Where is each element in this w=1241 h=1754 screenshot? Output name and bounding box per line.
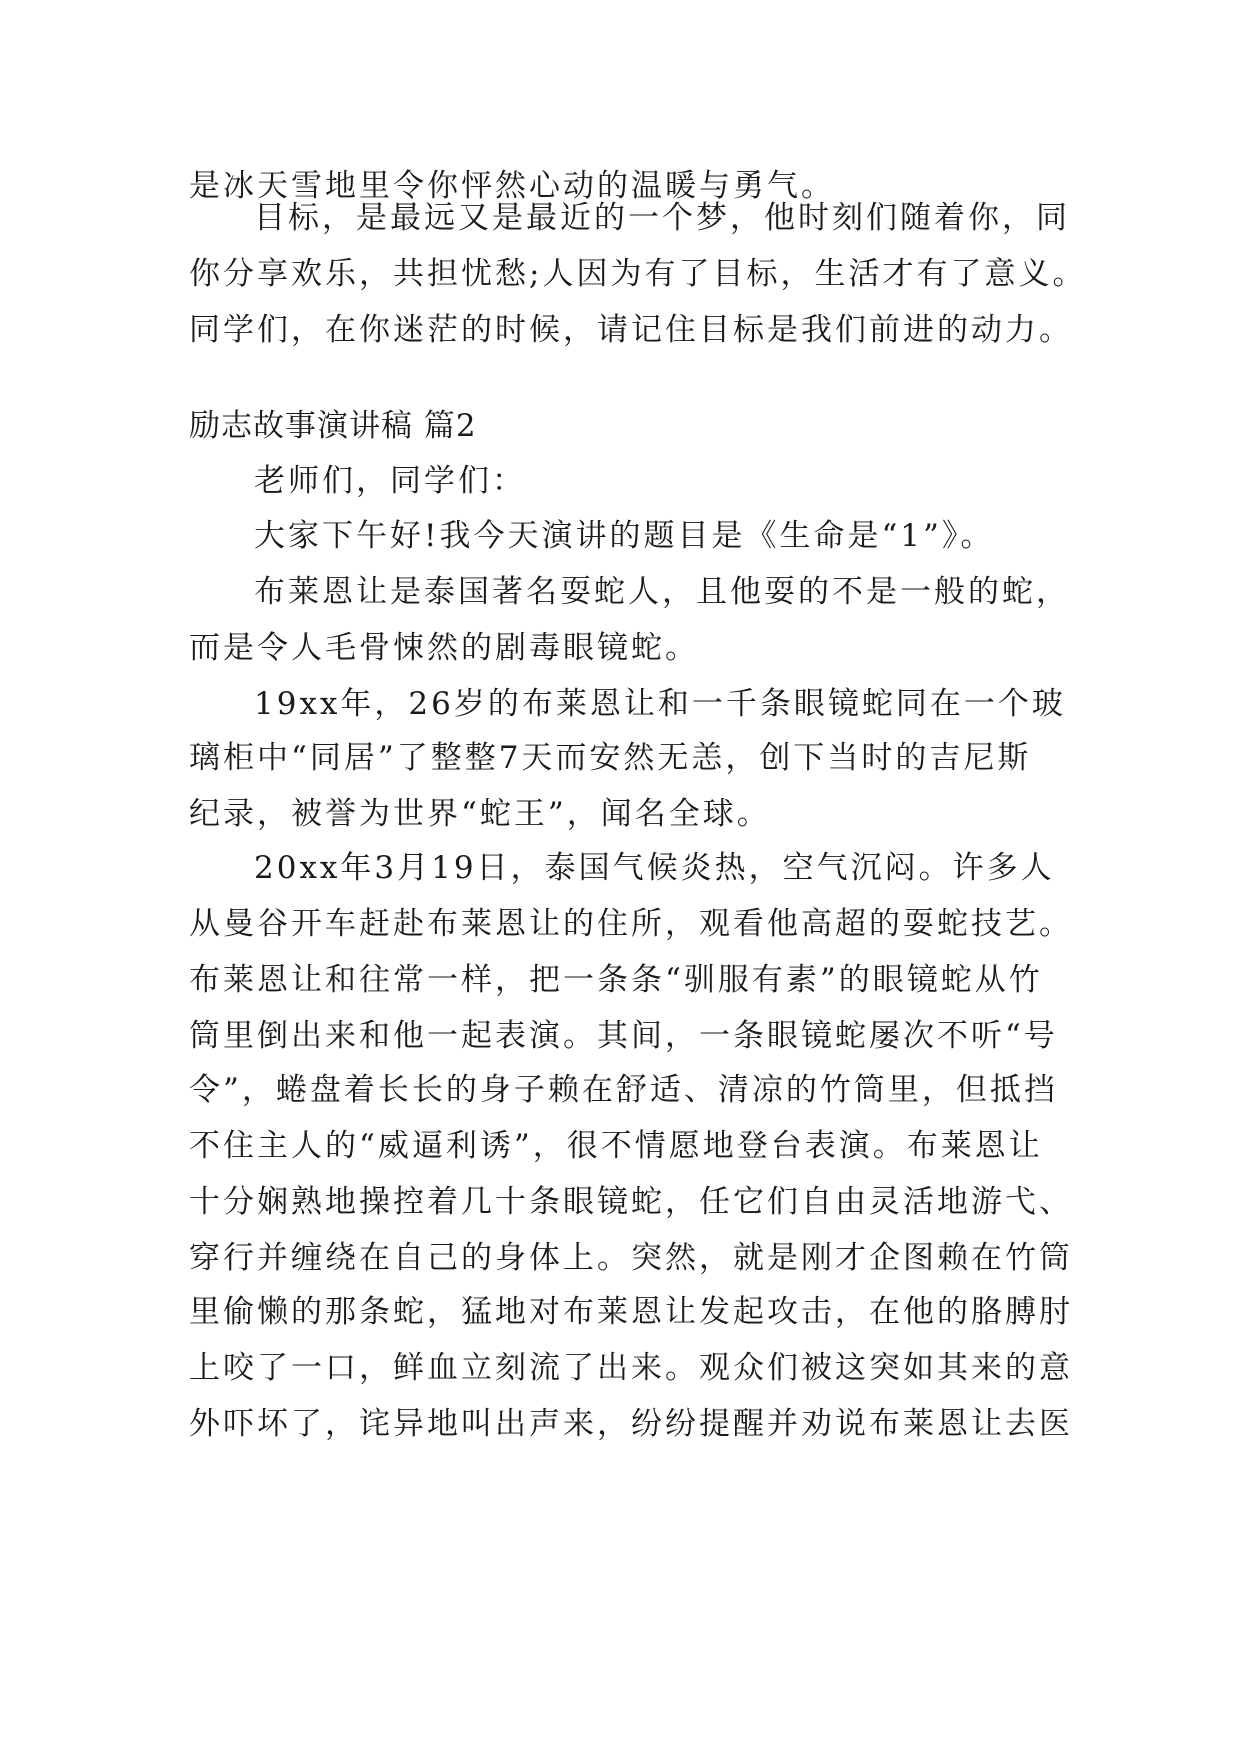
paragraph-line: 而是令人毛骨悚然的剧毒眼镜蛇。 bbox=[189, 630, 699, 666]
paragraph-line: 上咬了一口，鲜血立刻流了出来。观众们被这突如其来的意 bbox=[189, 1350, 1073, 1386]
paragraph-line: 是冰天雪地里令你怦然心动的温暖与勇气。 bbox=[189, 168, 835, 204]
paragraph-line: 穿行并缠绕在自己的身体上。突然，就是刚才企图赖在竹筒 bbox=[189, 1240, 1073, 1276]
paragraph-line: 筒里倒出来和他一起表演。其间，一条眼镜蛇屡次不听“号 bbox=[189, 1018, 1058, 1054]
paragraph-line: 里偷懒的那条蛇，猛地对布莱恩让发起攻击，在他的胳膊肘 bbox=[189, 1294, 1073, 1330]
paragraph-line: 外吓坏了，诧异地叫出声来，纷纷提醒并劝说布莱恩让去医 bbox=[189, 1406, 1073, 1442]
paragraph-line: 布莱恩让和往常一样，把一条条“驯服有素”的眼镜蛇从竹 bbox=[189, 962, 1043, 998]
paragraph-line: 从曼谷开车赶赴布莱恩让的住所，观看他高超的耍蛇技艺。 bbox=[189, 906, 1073, 942]
paragraph-line: 布莱恩让是泰国著名耍蛇人，且他耍的不是一般的蛇， bbox=[254, 574, 1070, 610]
salutation-line: 老师们，同学们： bbox=[254, 463, 526, 499]
paragraph-line: 不住主人的“威逼利诱”，很不情愿地登台表演。布莱恩让 bbox=[189, 1128, 1043, 1164]
paragraph-line: 大家下午好!我今天演讲的题目是《生命是“1”》。 bbox=[254, 518, 995, 554]
paragraph-line: 20xx年3月19日，泰国气候炎热，空气沉闷。许多人 bbox=[254, 850, 1055, 886]
section-heading: 励志故事演讲稿 篇2 bbox=[189, 408, 477, 444]
paragraph-line: 19xx年，26岁的布莱恩让和一千条眼镜蛇同在一个玻 bbox=[254, 686, 1066, 722]
paragraph-line: 纪录，被誉为世界“蛇王”，闻名全球。 bbox=[189, 796, 771, 832]
paragraph-line: 令”，蜷盘着长长的身子赖在舒适、清凉的竹筒里，但抵挡 bbox=[189, 1072, 1058, 1108]
paragraph-line: 璃柜中“同居”了整整7天而安然无恙，创下当时的吉尼斯 bbox=[189, 740, 1032, 776]
paragraph-line: 同学们，在你迷茫的时候，请记住目标是我们前进的动力。 bbox=[189, 312, 1073, 348]
paragraph-line: 目标，是最远又是最近的一个梦，他时刻们随着你，同 bbox=[254, 200, 1070, 236]
paragraph-line: 你分享欢乐，共担忧愁;人因为有了目标，生活才有了意义。 bbox=[189, 256, 1087, 292]
paragraph-line: 十分娴熟地操控着几十条眼镜蛇，任它们自由灵活地游弋、 bbox=[189, 1184, 1073, 1220]
